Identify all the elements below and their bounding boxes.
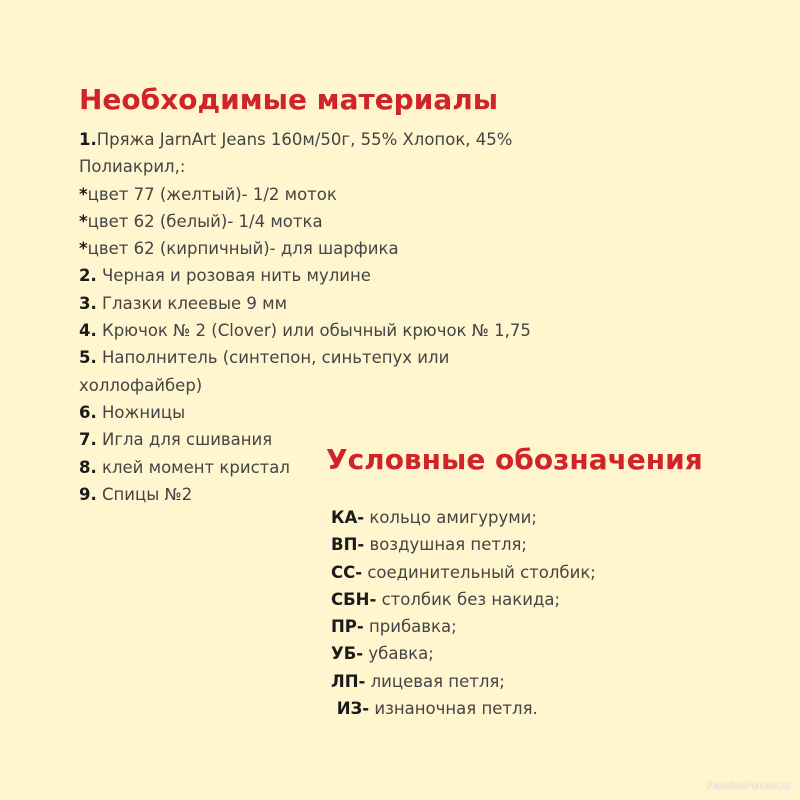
item-text: Полиакрил,:: [79, 157, 186, 177]
legend-text: убавка;: [363, 644, 434, 664]
legend-item: [331, 531, 596, 558]
materials-item: [79, 126, 549, 153]
materials-item: [79, 181, 549, 208]
legend-abbr: КА-: [331, 508, 365, 527]
item-marker: 3.: [79, 293, 97, 313]
materials-item: [79, 290, 549, 317]
materials-item: [79, 372, 549, 399]
item-text: Черная и розовая нить мулине: [96, 266, 371, 286]
legend-abbr: ВП-: [331, 535, 365, 555]
item-text: Спицы №2: [96, 484, 193, 504]
item-text: цвет 62 (белый)- 1/4 мотка: [87, 211, 323, 231]
item-text: цвет 77 (желтый)- 1/2 моток: [87, 184, 337, 204]
item-marker: 7.: [79, 430, 97, 450]
item-marker: 1.: [79, 130, 97, 149]
materials-item: [79, 317, 549, 344]
item-marker: *: [79, 184, 88, 204]
item-marker: 6.: [79, 402, 97, 422]
legend-abbr: ПР-: [331, 617, 364, 637]
legend-item: [331, 695, 596, 722]
materials-item: [79, 235, 549, 262]
item-text: Глазки клеевые 9 мм: [96, 293, 288, 313]
legend-text: кольцо амигуруми;: [364, 508, 537, 527]
item-marker: 9.: [79, 484, 97, 504]
materials-item: [79, 262, 549, 289]
materials-item: [79, 399, 549, 426]
item-marker: *: [79, 211, 88, 231]
materials-heading: Необходимые материалы: [79, 83, 499, 116]
legend-item: [331, 640, 596, 667]
legend-heading: Условные обозначения: [326, 443, 703, 476]
item-text: Крючок № 2 (Clover) или обычный крючок № 1,75: [96, 321, 531, 341]
item-marker: 5.: [79, 348, 97, 368]
item-text: Пряжа JarnArt Jeans 160м/50г, 55% Хлопок, 45%: [96, 130, 513, 149]
legend-text: воздушная петля;: [364, 535, 527, 555]
materials-item: [79, 208, 549, 235]
legend-text: лицевая петля;: [365, 671, 505, 691]
legend-item: [331, 586, 596, 613]
materials-item: [79, 344, 549, 371]
legend-item: [331, 613, 596, 640]
legend-abbr: СБН-: [331, 589, 377, 609]
materials-item: [79, 153, 549, 180]
item-text: цвет 62 (кирпичный)- для шарфика: [87, 239, 399, 259]
legend-text: соединительный столбик;: [362, 562, 596, 582]
item-text: клей момент кристал: [96, 457, 290, 477]
watermark: PassionForum.ru: [706, 780, 790, 792]
item-text: Наполнитель (синтепон, синьтепух или: [96, 348, 450, 368]
legend-abbr: УБ-: [331, 644, 364, 664]
item-marker: 8.: [79, 457, 97, 477]
legend-text: изнаночная петля.: [369, 699, 538, 719]
item-text: Игла для сшивания: [96, 430, 273, 450]
legend-item: [331, 559, 596, 586]
legend-item: [331, 504, 596, 531]
legend-abbr: ИЗ-: [331, 699, 370, 719]
legend-abbr: ЛП-: [331, 671, 366, 691]
legend-text: прибавка;: [363, 617, 457, 637]
legend-text: столбик без накида;: [376, 589, 561, 609]
legend-item: [331, 668, 596, 695]
item-marker: 2.: [79, 266, 97, 286]
item-marker: *: [79, 239, 88, 259]
item-text: холлофайбер): [79, 375, 203, 395]
legend-list: [331, 504, 596, 722]
item-marker: 4.: [79, 321, 97, 341]
legend-abbr: СС-: [331, 562, 363, 582]
item-text: Ножницы: [96, 402, 186, 422]
